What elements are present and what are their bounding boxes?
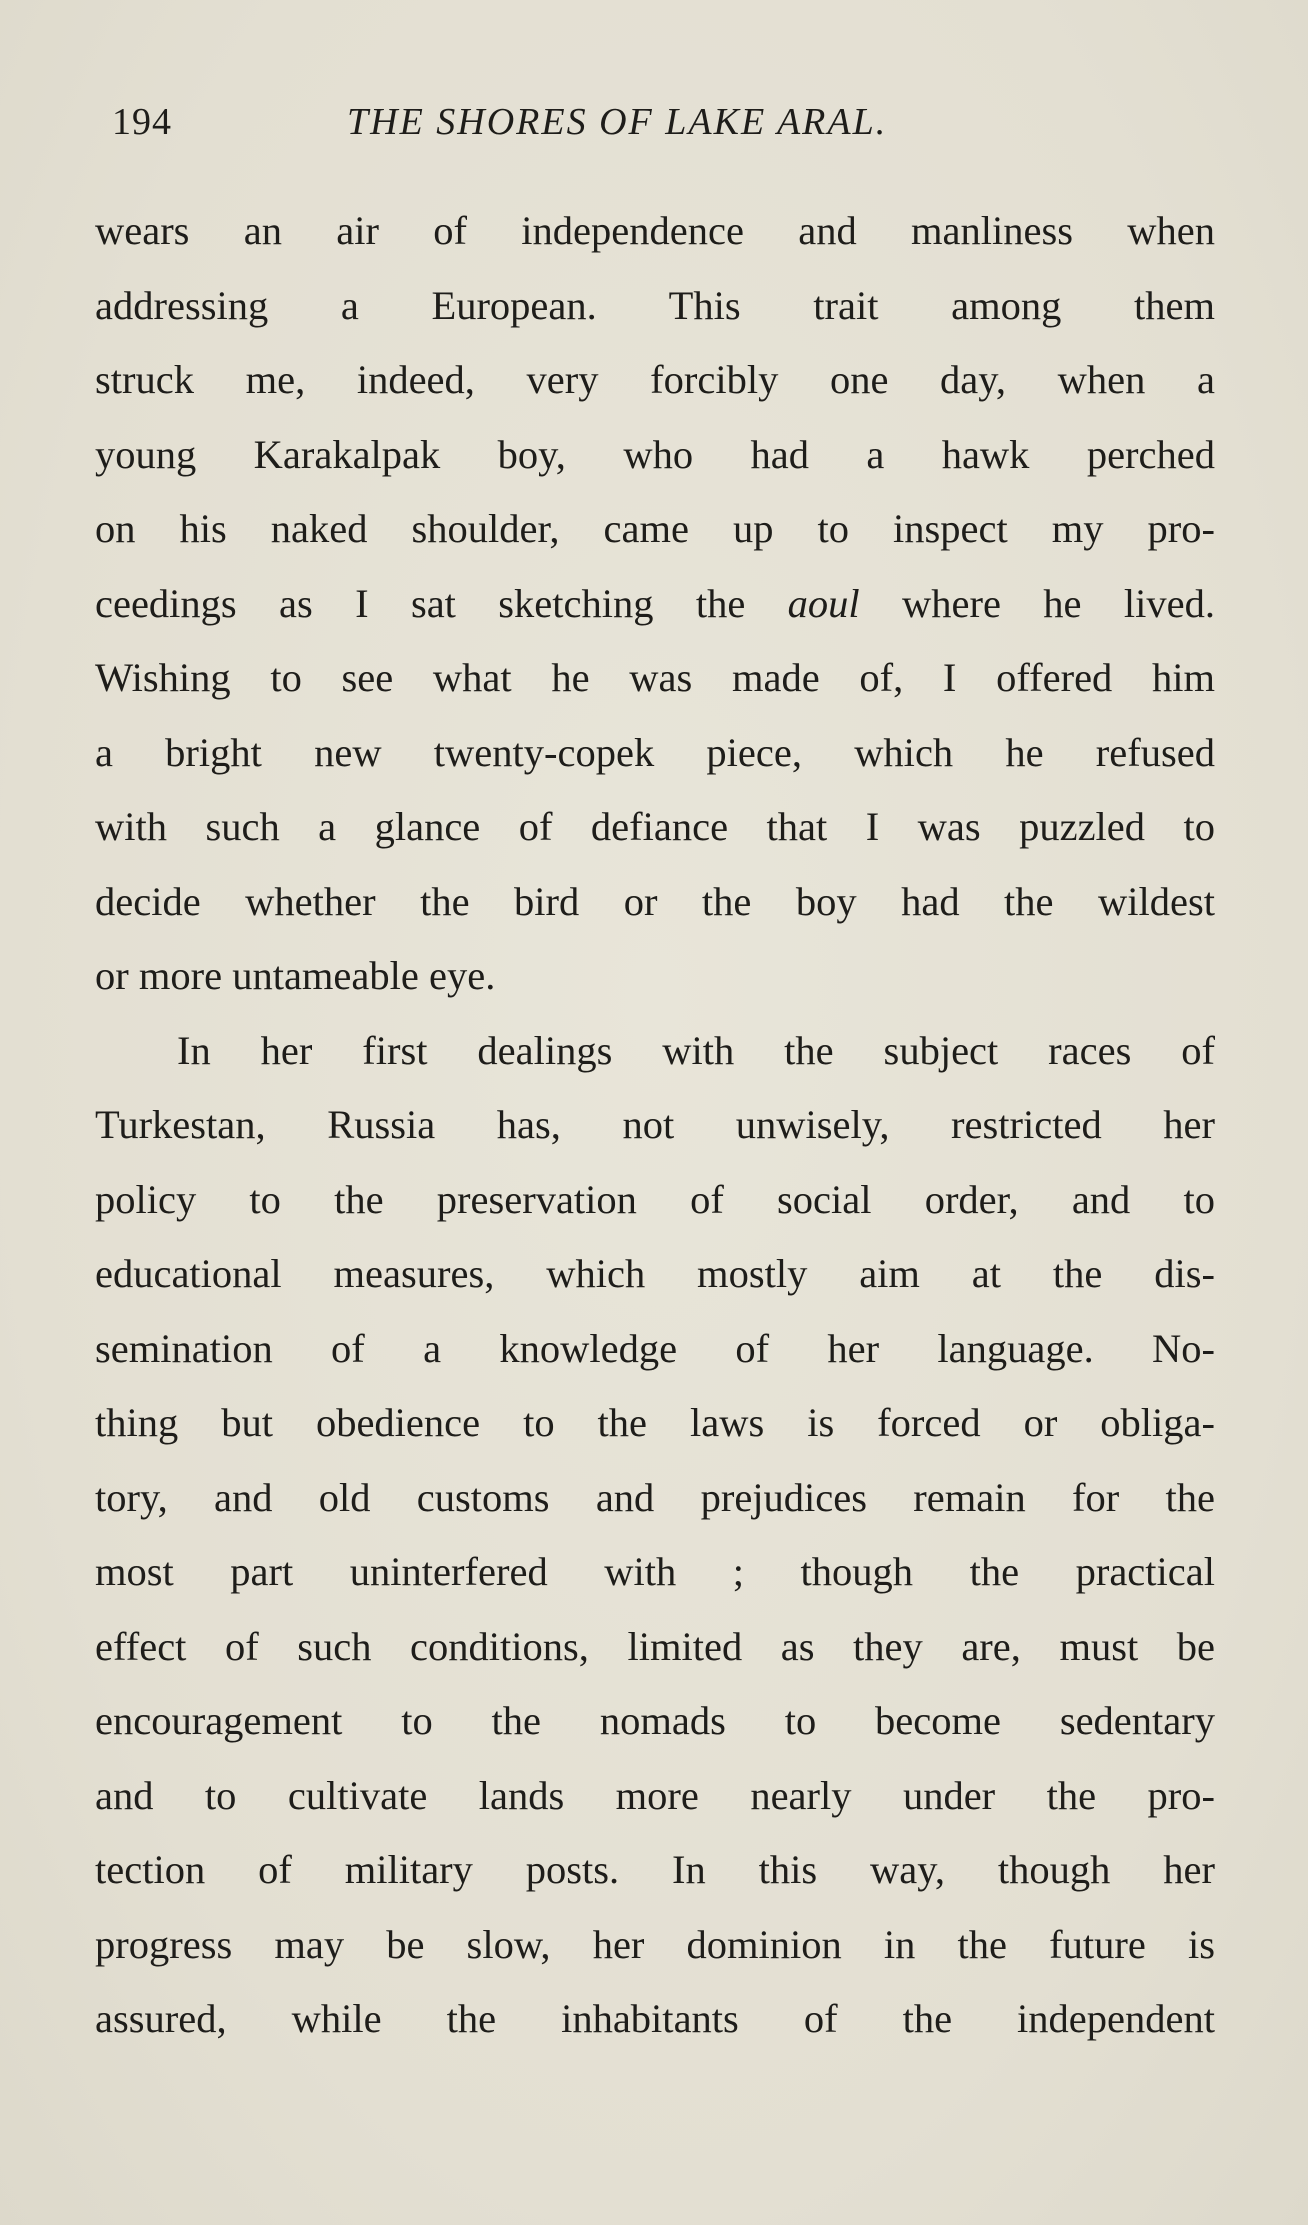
- text-segment: where he lived.: [859, 580, 1215, 626]
- text-line: tection of military posts. In this way, though her: [95, 1847, 1215, 1892]
- text-line-with-italic: [95, 567, 1215, 642]
- italic-word: aoul: [787, 580, 860, 626]
- text-line: progress may be slow, her dominion in the future is: [95, 1921, 1215, 1967]
- text-line: decide whether the bird or the boy had the wildest: [95, 878, 1215, 924]
- text-line: wears an air of independence and manliness when: [95, 208, 1215, 253]
- page-number: 194: [112, 101, 172, 143]
- text-line: policy to the preservation of social order, and to: [95, 1176, 1215, 1222]
- text-line: young Karakalpak boy, who had a hawk perched: [95, 431, 1215, 477]
- text-line: and to cultivate lands more nearly under the pro-: [95, 1772, 1215, 1818]
- text-line: encouragement to the nomads to become sedentary: [95, 1698, 1215, 1743]
- running-head: [112, 100, 1212, 160]
- text-line: assured, while the inhabitants of the independent: [95, 1996, 1215, 2041]
- paragraph-end-line: or more untameable eye.: [95, 953, 496, 998]
- text-line: thing but obedience to the laws is forced or obliga-: [95, 1400, 1215, 1445]
- text-line: a bright new twenty-copek piece, which he refused: [95, 729, 1215, 775]
- text-line: most part uninterfered with ; though the practical: [95, 1549, 1215, 1594]
- running-title: THE SHORES OF LAKE ARAL.: [347, 101, 888, 143]
- paragraph-start-line: In her first dealings with the subject races of: [177, 1027, 1215, 1073]
- text-line: educational measures, which mostly aim at the dis-: [95, 1251, 1215, 1296]
- text-line: Wishing to see what he was made of, I offered him: [95, 655, 1215, 700]
- text-line: addressing a European. This trait among them: [95, 282, 1215, 328]
- text-line: effect of such conditions, limited as they are, must be: [95, 1623, 1215, 1669]
- text-line: with such a glance of defiance that I was puzzled to: [95, 804, 1215, 849]
- text-segment: ceedings as I sat sketching the: [95, 580, 788, 626]
- text-line: Turkestan, Russia has, not unwisely, restricted her: [95, 1102, 1215, 1147]
- text-line: semination of a knowledge of her language. No-: [95, 1325, 1215, 1371]
- body-text: [95, 194, 1215, 2057]
- text-line: on his naked shoulder, came up to inspect my pro-: [95, 506, 1215, 551]
- text-line: struck me, indeed, very forcibly one day, when a: [95, 357, 1215, 402]
- text-line: tory, and old customs and prejudices remain for the: [95, 1474, 1215, 1520]
